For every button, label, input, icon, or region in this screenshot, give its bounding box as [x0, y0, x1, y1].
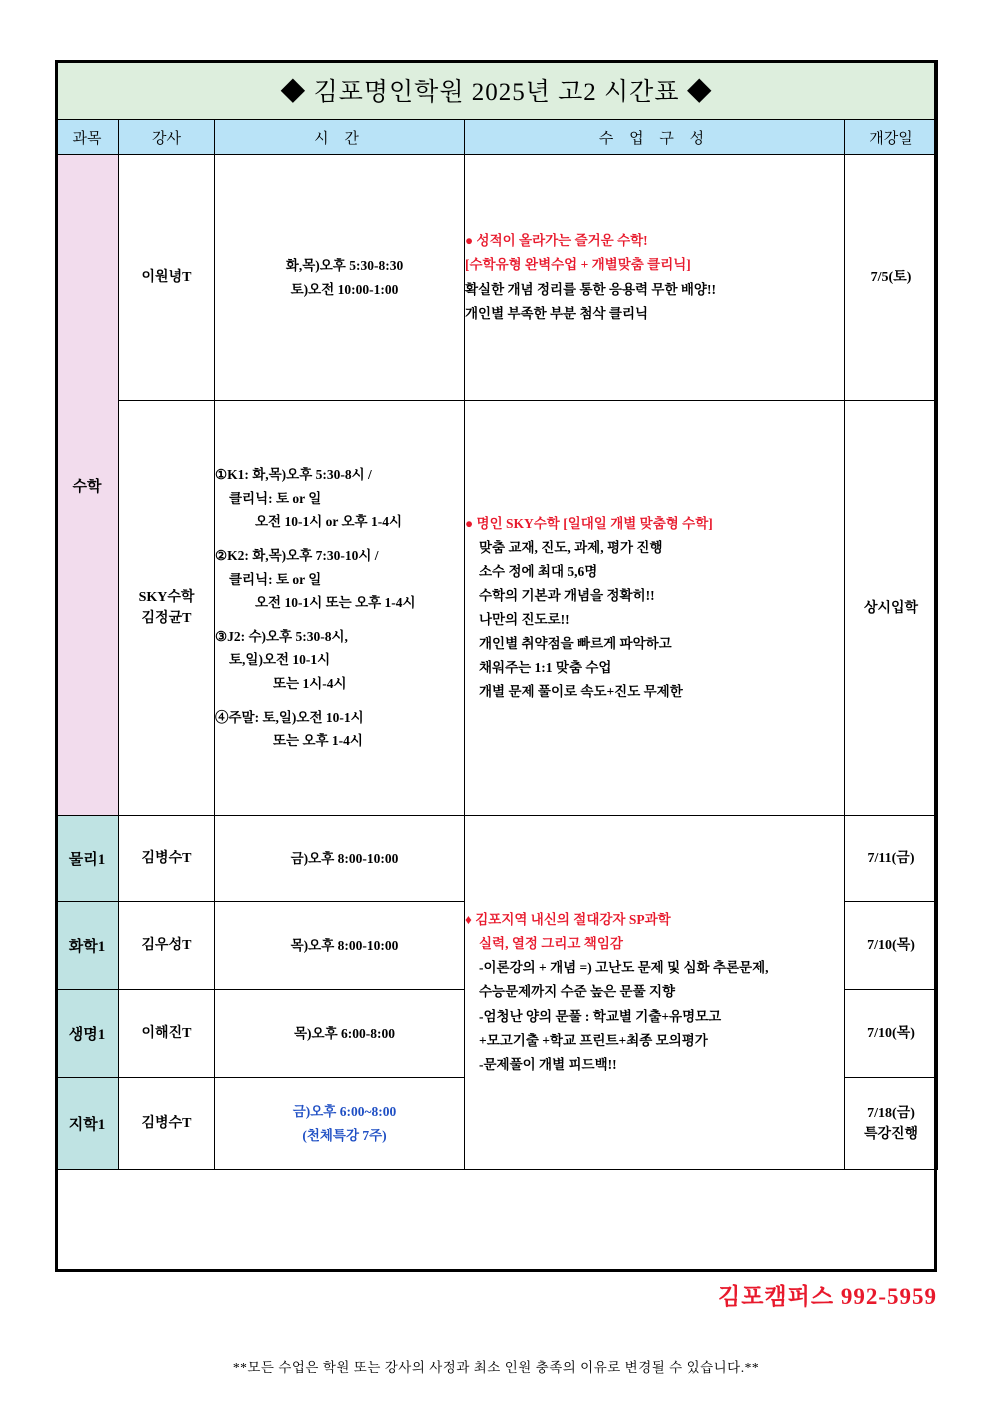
start-date-math-1: 7/5(토) — [845, 155, 938, 401]
subject-chemistry1: 화학1 — [56, 902, 119, 990]
start-date-chemistry1: 7/10(목) — [845, 902, 938, 990]
start-date-earthscience1 — [845, 1078, 938, 1170]
page-title: ◆ 김포명인학원 2025년 고2 시간표 ◆ — [56, 61, 938, 120]
time-math-1 — [215, 155, 465, 401]
desc-line: ♦ 김포지역 내신의 절대강자 SP과학 — [465, 912, 671, 928]
campus-phone: 김포캠퍼스 992-5959 — [718, 1284, 937, 1309]
time-line: 금)오후 6:00~8:00 — [292, 1103, 397, 1119]
desc-line: +모고기출 +학교 프린트+최종 모의평가 — [479, 1032, 708, 1048]
desc-line: 소수 정에 최대 5,6명 — [479, 563, 598, 579]
desc-line: 채워주는 1:1 맞춤 수업 — [479, 660, 612, 676]
start-date-biology1: 7/10(목) — [845, 990, 938, 1078]
column-header-time: 시 간 — [215, 120, 465, 155]
time-line: (천체특강 7주) — [302, 1127, 387, 1143]
teacher-lee-wonnyeong: 이원녕T — [119, 155, 215, 401]
time-line: 토)오전 10:00-1:00 — [290, 281, 399, 297]
time-earthscience1 — [215, 1078, 465, 1170]
desc-line: [수학유형 완벽수업 + 개별맞춤 클리닉] — [465, 257, 691, 273]
composition-math-1 — [465, 155, 845, 401]
time-line: 오전 10-1시 or 오후 1-4시 — [255, 514, 402, 530]
desc-line: 개인별 취약점을 빠르게 파악하고 — [479, 636, 672, 652]
table-row — [56, 816, 938, 902]
desc-line: -엄청난 양의 문풀 : 학교별 기출+유명모고 — [479, 1008, 722, 1024]
time-line: 클리닉: 토 or 일 — [229, 490, 322, 506]
time-line: 또는 1시-4시 — [273, 676, 347, 692]
column-header-start: 개강일 — [845, 120, 938, 155]
desc-line: 개인별 부족한 부분 첨삭 클리닉 — [465, 305, 649, 321]
time-biology1: 목)오후 6:00-8:00 — [215, 990, 465, 1078]
desc-line: ● 성적이 올라가는 즐거운 수학! — [465, 233, 648, 249]
teacher-kim-byeongsu-physics: 김병수T — [119, 816, 215, 902]
column-header-composition: 수 업 구 성 — [465, 120, 845, 155]
desc-line: 맞춤 교재, 진도, 과제, 평가 진행 — [479, 539, 663, 555]
time-line: ④주말: 토,일)오전 10-1시 — [215, 709, 364, 725]
time-physics1: 금)오후 8:00-10:00 — [215, 816, 465, 902]
teacher-lee-haejin: 이해진T — [119, 990, 215, 1078]
time-block — [215, 463, 464, 534]
subject-physics1: 물리1 — [56, 816, 119, 902]
teacher-line: 김정균T — [141, 611, 192, 626]
desc-line: 실력, 열정 그리고 책임감 — [479, 936, 623, 952]
time-line: 또는 오후 1-4시 — [273, 733, 363, 749]
desc-line: 나만의 진도로!! — [479, 612, 570, 627]
time-math-sky — [215, 401, 465, 816]
table-row — [56, 155, 938, 401]
schedule-table — [55, 60, 938, 1170]
time-block — [215, 625, 464, 696]
desc-line: -문제풀이 개별 피드백!! — [479, 1056, 617, 1072]
time-line: ③J2: 수)오후 5:30-8시, — [215, 628, 348, 644]
time-line: 클리닉: 토 or 일 — [229, 571, 322, 587]
footnote: **모든 수업은 학원 또는 강사의 사정과 최소 인원 충족의 이유로 변경될 수 있습니다.** — [232, 1360, 760, 1375]
subject-earthscience1: 지학1 — [56, 1078, 119, 1170]
time-line: 화,목)오후 5:30-8:30 — [285, 257, 404, 273]
column-header-teacher: 강사 — [119, 120, 215, 155]
title-row — [56, 61, 938, 120]
time-block — [215, 706, 464, 753]
subject-biology1: 생명1 — [56, 990, 119, 1078]
composition-science — [465, 816, 845, 1170]
time-line: 오전 10-1시 또는 오후 1-4시 — [255, 595, 416, 611]
start-line: 7/18(금) — [867, 1105, 915, 1121]
time-line: ①K1: 화,목)오후 5:30-8시 / — [215, 467, 372, 483]
teacher-kim-wooseong: 김우성T — [119, 902, 215, 990]
desc-line: 수학의 기본과 개념을 정확히!! — [479, 587, 655, 603]
subject-math: 수학 — [56, 155, 119, 816]
teacher-sky-kim-jeonggyun — [119, 401, 215, 816]
desc-line: 개별 문제 풀이로 속도+진도 무제한 — [479, 684, 683, 700]
desc-line: 확실한 개념 정리를 통한 응용력 무한 배양!! — [465, 281, 716, 297]
desc-line: -이론강의 + 개념 =) 고난도 문제 및 심화 추론문제, — [479, 960, 769, 976]
desc-line: ● 명인 SKY수학 [일대일 개별 맞춤형 수학] — [465, 515, 713, 531]
time-line: 토,일)오전 10-1시 — [229, 652, 331, 668]
teacher-kim-byeongsu-earth: 김병수T — [119, 1078, 215, 1170]
start-date-math-sky: 상시입학 — [845, 401, 938, 816]
start-date-physics1: 7/11(금) — [845, 816, 938, 902]
desc-line: 수능문제까지 수준 높은 문풀 지향 — [479, 984, 676, 1000]
time-block — [215, 544, 464, 615]
time-chemistry1: 목)오후 8:00-10:00 — [215, 902, 465, 990]
table-row — [56, 401, 938, 816]
column-header-subject: 과목 — [56, 120, 119, 155]
composition-math-sky — [465, 401, 845, 816]
time-line: ②K2: 화,목)오후 7:30-10시 / — [215, 547, 379, 563]
teacher-line: SKY수학 — [138, 590, 195, 605]
start-line: 특강진행 — [863, 1126, 919, 1142]
header-row — [56, 120, 938, 155]
